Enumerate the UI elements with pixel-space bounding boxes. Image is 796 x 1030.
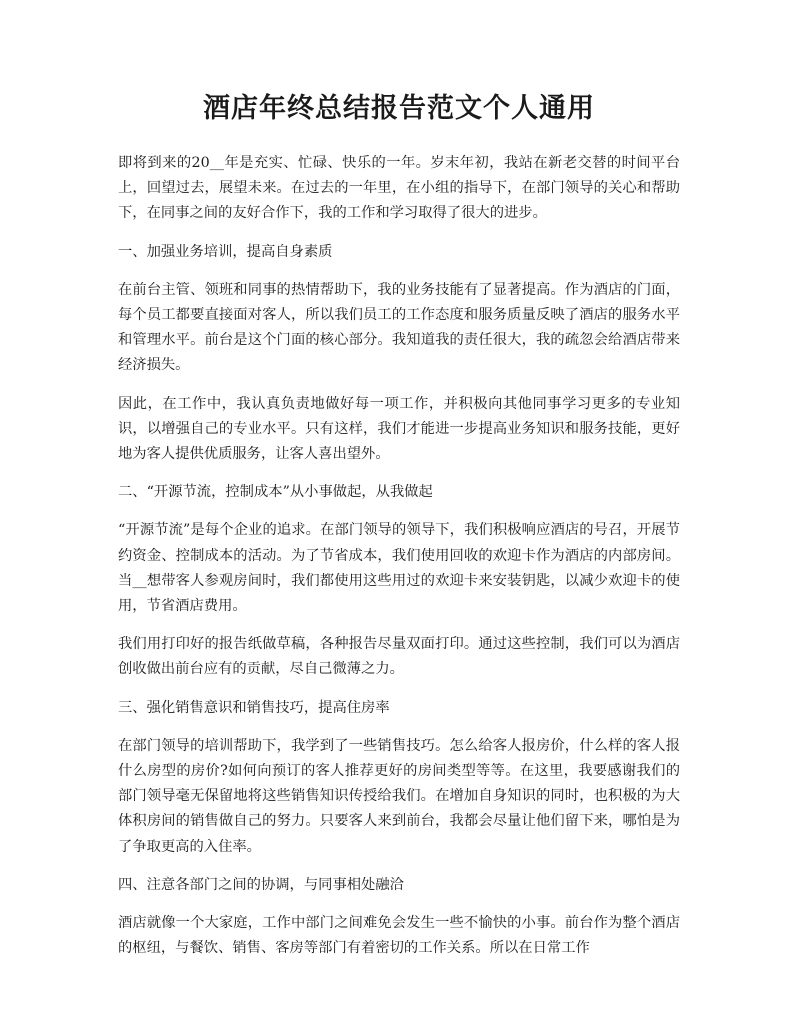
paragraph-section-1-b: 因此，在工作中，我认真负责地做好每一项工作，并积极向其他同事学习更多的专业知识，以增强自己的专业水平。只有这样，我们才能进一步提高业务知识和服务技能，更好地为客人提供优质服务，让客人喜出望外。: [118, 395, 680, 463]
section-heading-1: 一、加强业务培训，提高自身素质: [118, 243, 333, 260]
paragraph-section-2-a: “开源节流”是每个企业的追求。在部门领导的领导下，我们积极响应酒店的号召，开展节约资金、控制成本的活动。为了节省成本，我们使用回收的欢迎卡作为酒店的内部房间。当__想带客人参观房间时，我们都使用这些用过的欢迎卡来安装钥匙，以减少欢迎卡的使用，节省酒店费用。: [118, 522, 680, 615]
document-title: 酒店年终总结报告范文个人通用: [203, 93, 595, 124]
document-page: [118, 92, 680, 974]
paragraph-section-4: 酒店就像一个大家庭，工作中部门之间难免会发生一些不愉快的小事。前台作为整个酒店的枢纽，与餐饮、销售、客房等部门有着密切的工作关系。所以在日常工作: [118, 915, 680, 957]
section-heading-4: 四、注意各部门之间的协调，与同事相处融洽: [118, 876, 404, 893]
paragraph-section-2-b: 我们用打印好的报告纸做草稿，各种报告尽量双面打印。通过这些控制，我们可以为酒店创收做出前台应有的贡献，尽自己微薄之力。: [118, 636, 680, 678]
section-heading-3: 三、强化销售意识和销售技巧，提高住房率: [118, 699, 390, 716]
paragraph-section-1-a: 在前台主管、领班和同事的热情帮助下，我的业务技能有了显著提高。作为酒店的门面，每个员工都要直接面对客人，所以我们员工的工作态度和服务质量反映了酒店的服务水平和管理水平。前台是这个门面的核心部分。我知道我的责任很大，我的疏忽会给酒店带来经济损失。: [118, 281, 680, 374]
paragraph-intro: 即将到来的20__年是充实、忙碌、快乐的一年。岁末年初，我站在新老交替的时间平台上，回望过去，展望未来。在过去的一年里，在小组的指导下，在部门领导的关心和帮助下，在同事之间的友好合作下，我的工作和学习取得了很大的进步。: [118, 155, 680, 222]
section-heading-2: 二、“开源节流，控制成本”从小事做起，从我做起: [118, 484, 433, 501]
paragraph-section-3: 在部门领导的培训帮助下，我学到了一些销售技巧。怎么给客人报房价，什么样的客人报什么房型的房价?如何向预订的客人推荐更好的房间类型等等。在这里，我要感谢我们的部门领导毫无保留地将这些销售知识传授给我们。在增加自身知识的同时，也积极的为大体积房间的销售做自己的努力。只要客人来到前台，我都会尽量让他们留下来，哪怕是为了争取更高的入住率。: [118, 737, 680, 855]
